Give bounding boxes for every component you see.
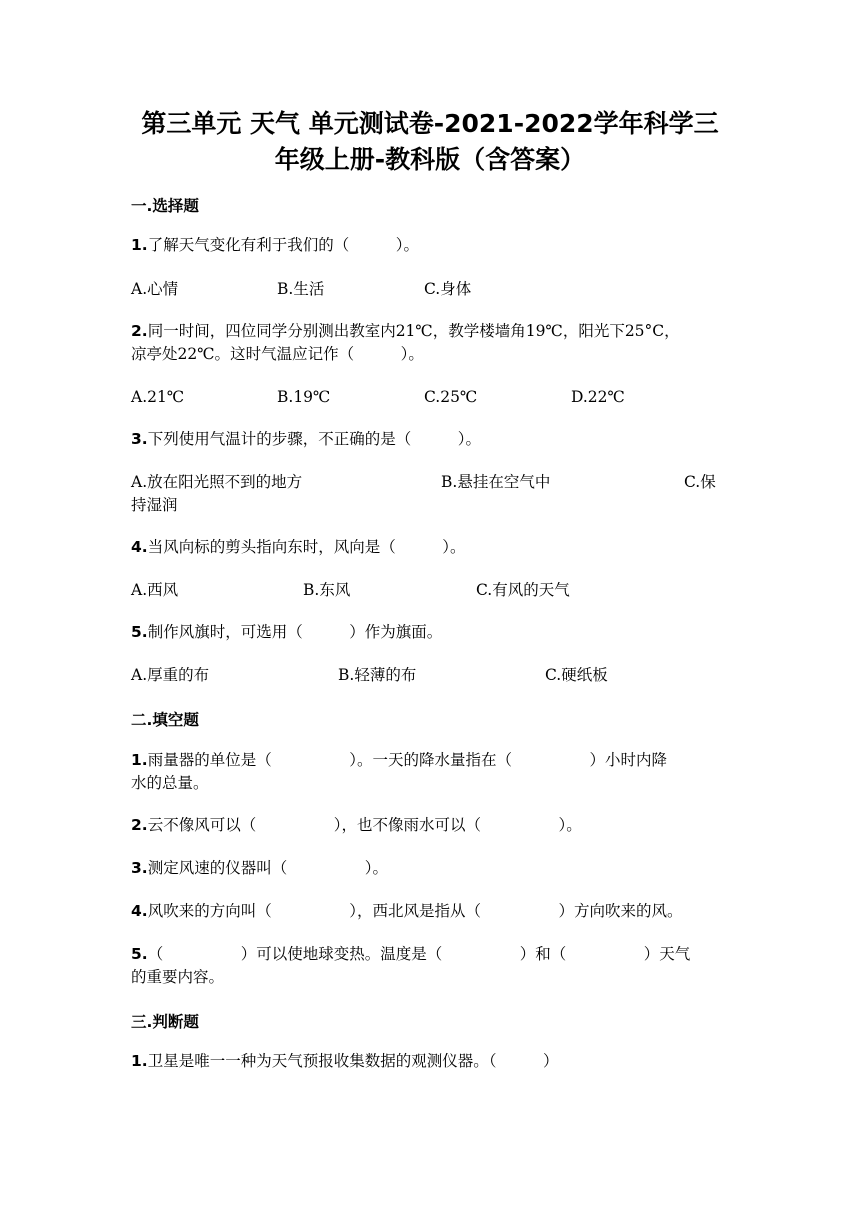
question-number: 3.	[131, 430, 148, 448]
question-text: 风吹来的方向叫（ ），西北风是指从（ ）方向吹来的风。	[147, 902, 683, 920]
question-text: （ ）可以使地球变热。温度是（ ）和（ ）天气	[147, 945, 691, 963]
choice-q5-option-a: A.厚重的布	[131, 666, 210, 684]
choice-q3-option-b: B.悬挂在空气中	[441, 473, 551, 491]
question-number: 5.	[131, 623, 148, 641]
question-text: 当风向标的剪头指向东时，风向是（ ）。	[147, 538, 466, 556]
choice-q4	[131, 536, 465, 558]
question-number: 1.	[131, 1052, 148, 1070]
fill-q1-line-1	[131, 749, 667, 771]
judge-q1	[131, 1050, 558, 1072]
choice-q1-option-a: A.心情	[131, 280, 179, 298]
choice-q3-option-c-line-1: C.保	[684, 473, 716, 491]
question-text: 制作风旗时，可选用（ ）作为旗面。	[147, 623, 443, 641]
choice-q2-option-a: A.21℃	[131, 388, 185, 406]
document-title-line-2: 年级上册-教科版（含答案）	[274, 145, 586, 174]
choice-q1-option-b: B.生活	[277, 280, 325, 298]
choice-q1	[131, 234, 419, 256]
choice-q2-option-c: C.25℃	[424, 388, 478, 406]
question-number: 3.	[131, 859, 148, 877]
question-text: 了解天气变化有利于我们的（ ）。	[147, 236, 419, 254]
choice-q3	[131, 428, 481, 450]
fill-q5-line-1	[131, 943, 690, 965]
choice-q3-option-a: A.放在阳光照不到的地方	[131, 473, 303, 491]
fill-q2	[131, 814, 582, 836]
question-number: 2.	[131, 816, 148, 834]
fill-q5-line-2: 的重要内容。	[131, 968, 225, 986]
choice-q2-line-2: 凉亭处22℃。这时气温应记作（ ）。	[131, 345, 424, 363]
question-text: 雨量器的单位是（ ）。一天的降水量指在（ ）小时内降	[147, 751, 667, 769]
section-heading-judge: 三.判断题	[131, 1013, 199, 1031]
section-heading-fill: 二.填空题	[131, 711, 199, 729]
question-text: 测定风速的仪器叫（ ）。	[147, 859, 388, 877]
choice-q5-option-b: B.轻薄的布	[338, 666, 417, 684]
fill-q3	[131, 857, 388, 879]
document-title-line-1: 第三单元 天气 单元测试卷-2021-2022学年科学三	[141, 109, 719, 138]
question-number: 1.	[131, 751, 148, 769]
choice-q1-option-c: C.身体	[424, 280, 472, 298]
fill-q4	[131, 900, 682, 922]
question-number: 5.	[131, 945, 148, 963]
choice-q5-option-c: C.硬纸板	[545, 666, 608, 684]
question-text: 同一时间，四位同学分别测出教室内21℃，教学楼墙角19℃，阳光下25°C，	[147, 322, 680, 340]
question-number: 1.	[131, 236, 148, 254]
choice-q3-option-c-line-2: 持湿润	[131, 496, 178, 514]
question-number: 4.	[131, 902, 148, 920]
fill-q1-line-2: 水的总量。	[131, 774, 209, 792]
choice-q4-option-b: B.东风	[303, 581, 351, 599]
section-heading-choice: 一.选择题	[131, 197, 199, 215]
question-text: 云不像风可以（ ），也不像雨水可以（ ）。	[147, 816, 582, 834]
question-text: 卫星是唯一一种为天气预报收集数据的观测仪器。（ ）	[147, 1052, 559, 1070]
question-text: 下列使用气温计的步骤，不正确的是（ ）。	[147, 430, 481, 448]
choice-q2-line-1	[131, 320, 680, 342]
choice-q4-option-c: C.有风的天气	[476, 581, 570, 599]
choice-q2-option-b: B.19℃	[277, 388, 331, 406]
choice-q2-option-d: D.22℃	[571, 388, 625, 406]
choice-q5	[131, 621, 442, 643]
question-number: 2.	[131, 322, 148, 340]
question-number: 4.	[131, 538, 148, 556]
choice-q4-option-a: A.西风	[131, 581, 179, 599]
